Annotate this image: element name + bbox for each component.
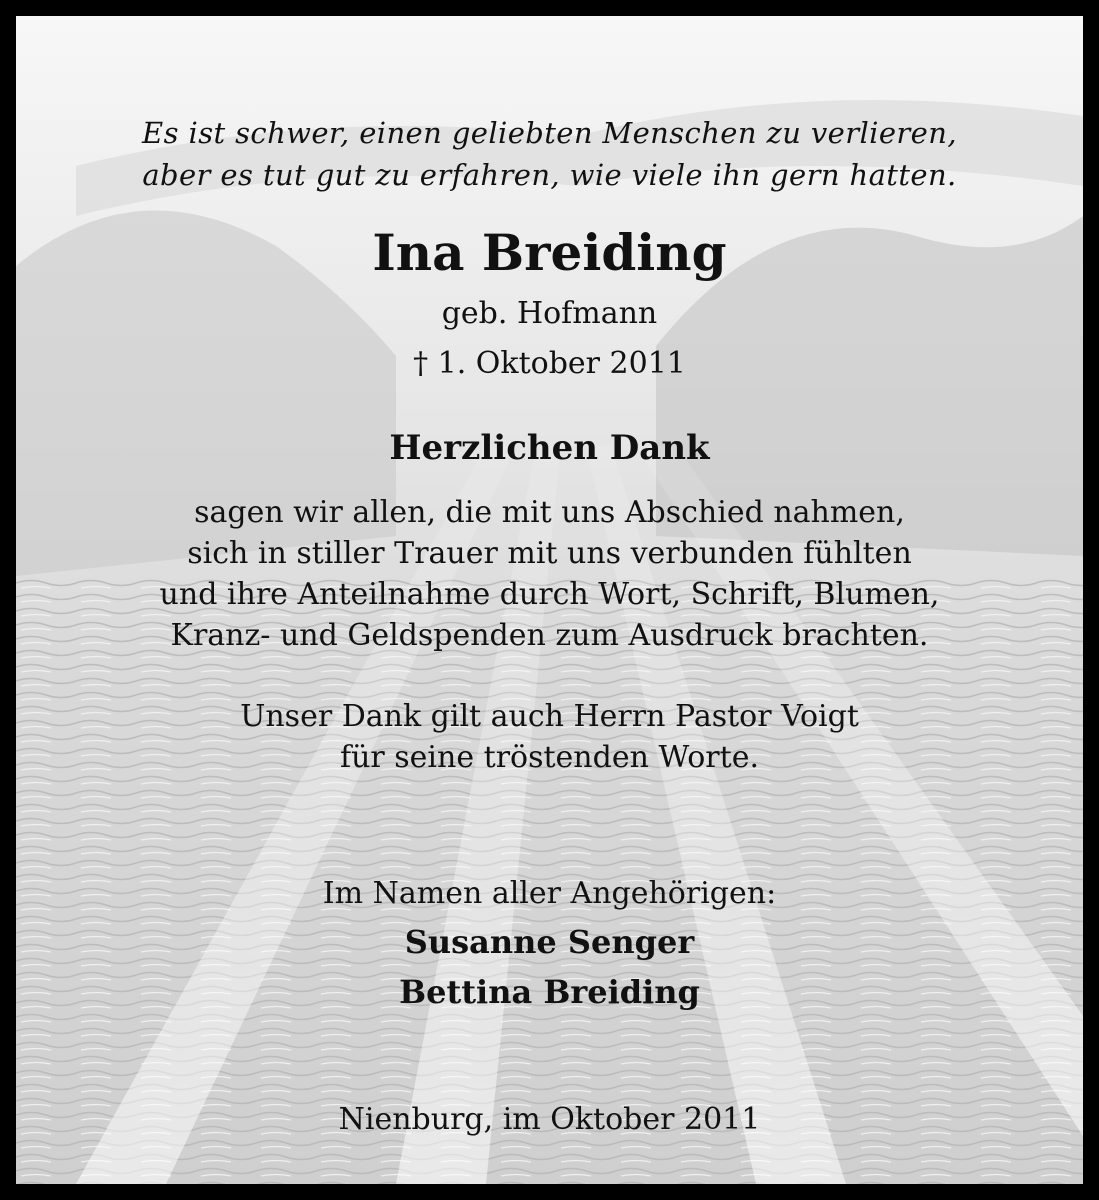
thanks-heading: Herzlichen Dank <box>389 428 710 468</box>
motto-line: Es ist schwer, einen geliebten Menschen zu verlieren, <box>142 116 957 150</box>
motto <box>16 112 1083 196</box>
pastor-line: Unser Dank gilt auch Herrn Pastor Voigt <box>240 699 859 734</box>
thanks-text <box>16 492 1083 656</box>
thanks-line: Kranz- und Geldspenden zum Ausdruck brachten. <box>170 618 929 653</box>
signer-name: Susanne Senger <box>404 923 695 961</box>
thanks-line: sich in stiller Trauer mit uns verbunden fühlten <box>187 536 912 571</box>
motto-line: aber es tut gut zu erfahren, wie viele ihn gern hatten. <box>142 158 957 192</box>
place-date: Nienburg, im Oktober 2011 <box>338 1102 761 1137</box>
birth-name: geb. Hofmann <box>441 296 658 331</box>
pastor-line: für seine tröstenden Worte. <box>339 740 759 775</box>
deceased-name: Ina Breiding <box>372 223 727 282</box>
pastor-thanks <box>16 696 1083 778</box>
notice-content <box>16 16 1083 1184</box>
death-date: † 1. Oktober 2011 <box>413 346 686 381</box>
thanks-line: und ihre Anteilnahme durch Wort, Schrift, Blumen, <box>159 577 940 612</box>
thanks-line: sagen wir allen, die mit uns Abschied nahmen, <box>194 495 905 530</box>
signature-intro: Im Namen aller Angehörigen: <box>322 876 777 911</box>
signer-name: Bettina Breiding <box>399 973 700 1011</box>
